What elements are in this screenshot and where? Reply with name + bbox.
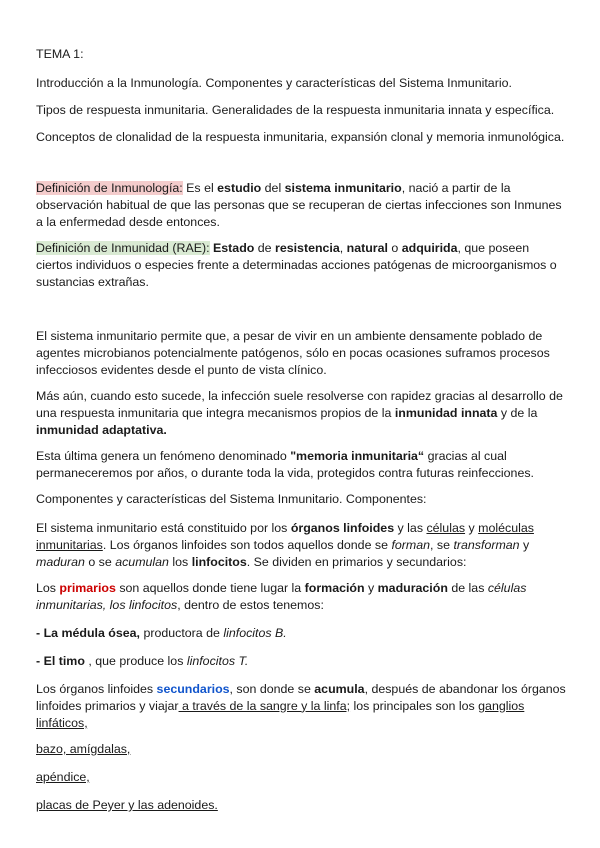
dash: -	[36, 626, 44, 640]
bold-text: inmunidad innata	[394, 405, 498, 420]
bullet-medula-osea	[36, 625, 566, 642]
paragraph-4: Componentes y características del Sistema Inmunitario. Componentes:	[36, 492, 427, 506]
bold-text: "memoria inmunitaria“	[290, 449, 425, 463]
primarios-highlight: primarios	[59, 581, 116, 595]
text: , que poseen ciertos individuos o especies frente a determinadas acciones patógenas de microorganismos o sustancias extrañas.	[36, 241, 557, 289]
tema-heading: TEMA 1:	[36, 47, 84, 61]
list-item	[36, 797, 566, 814]
text: de	[254, 241, 275, 255]
bold-text: maduración	[377, 581, 448, 595]
header-line-3: Conceptos de clonalidad de la respuesta inmunitaria, expansión clonal y memoria inmunológica.	[36, 130, 565, 144]
text: y de la	[497, 405, 538, 420]
definition-inmunidad	[36, 240, 566, 290]
underlined-text: moléculas inmunitarias	[36, 521, 534, 552]
definition-inmunidad-label: Definición de Inmunidad (RAE):	[36, 241, 210, 255]
header-line-1: Introducción a la Inmunología. Componentes y características del Sistema Inmunitario.	[36, 76, 512, 90]
text: y las	[394, 521, 427, 535]
list-item	[36, 769, 566, 786]
text: Más aún, cuando esto sucede, la infección suele resolverse con rapidez gracias al desarrollo de una respuesta inmunitaria que integra mecanismos propios de la	[36, 389, 563, 420]
text: , se	[430, 537, 454, 552]
text: , después de abandonar los órganos linfoides primarios y viajar	[36, 682, 566, 713]
paragraph-5	[36, 520, 566, 570]
text: los principales son los	[350, 698, 479, 713]
text: Esta última genera un fenómeno denominado	[36, 449, 291, 463]
header-line-2: Tipos de respuesta inmunitaria. Generalidades de la respuesta inmunitaria innata y específica.	[36, 103, 555, 117]
bold-text: adquirida	[401, 241, 458, 255]
bold-text: órganos linfoides	[290, 521, 395, 535]
text: . Se dividen en primarios y secundarios:	[246, 554, 467, 569]
italic-text: acumulan	[115, 554, 169, 569]
text: , son donde se	[229, 682, 315, 696]
bold-text: estudio	[217, 181, 262, 195]
definition-inmunologia	[36, 180, 566, 230]
bold-text: acumula	[314, 682, 365, 696]
italic-text: linfocitos B.	[223, 626, 287, 640]
text: y	[519, 537, 530, 552]
text: o se	[84, 554, 116, 569]
paragraph-9	[36, 681, 566, 731]
text: o	[387, 241, 402, 255]
underlined-text: ganglios linfáticos,	[36, 698, 525, 730]
list-item	[36, 741, 566, 758]
bold-text: inmunidad adaptativa.	[36, 422, 167, 437]
secundarios-highlight: secundarios	[156, 682, 230, 696]
dash: -	[36, 654, 44, 668]
underlined-text: células	[426, 521, 466, 535]
definition-inmunologia-label: Definición de Inmunología:	[36, 181, 183, 195]
text: del	[261, 181, 285, 195]
paragraph-2	[36, 388, 566, 438]
paragraph-6	[36, 580, 566, 614]
text: productora de	[140, 626, 224, 640]
bold-text: El timo	[43, 654, 85, 668]
bullet-timo	[36, 653, 566, 670]
text: Los órganos linfoides	[36, 682, 157, 696]
text: ,	[339, 241, 347, 255]
bold-text: resistencia	[275, 241, 340, 255]
text: de las	[447, 581, 488, 595]
text: son aquellos donde tiene lugar la	[115, 581, 305, 595]
list-item-text: bazo, amígdalas,	[36, 742, 131, 756]
paragraph-3	[36, 448, 566, 482]
text: los	[168, 554, 192, 569]
italic-text: células inmunitarias, los linfocitos	[36, 581, 527, 612]
list-item-text: placas de Peyer y las adenoides.	[36, 798, 218, 812]
text: , nació a partir de la observación habitual de que las personas que se recuperan de ciertas infecciones son Inmunes a la enfermedad desde entonces.	[36, 181, 562, 229]
italic-text: transforman	[453, 537, 520, 552]
bold-text: linfocitos	[191, 554, 247, 569]
bold-text: formación	[304, 581, 365, 595]
underlined-text: a través de la sangre y la linfa;	[178, 698, 351, 713]
text: . Los órganos linfoides son todos aquellos donde se	[102, 537, 392, 552]
text: y	[465, 521, 479, 535]
text: Los	[36, 581, 60, 595]
bold-text: sistema inmunitario	[284, 181, 402, 195]
italic-text: linfocitos T.	[186, 654, 249, 668]
list-item-text: apéndice,	[36, 770, 90, 784]
paragraph-1: El sistema inmunitario permite que, a pesar de vivir en un ambiente densamente poblado de agentes microbianos potencialmente patógenos, sólo en pocas ocasiones suframos procesos infecciosos evidentes desde el punto de vista clínico.	[36, 329, 550, 377]
text: gracias al cual permaneceremos por años, o durante toda la vida, protegidos contra futuras reinfecciones.	[36, 449, 534, 480]
text: , que produce los	[84, 654, 187, 668]
bold-text: natural	[346, 241, 388, 255]
italic-text: maduran	[36, 554, 85, 569]
bold-text: La médula ósea,	[43, 626, 140, 640]
text: y	[364, 581, 378, 595]
text: El sistema inmunitario está constituido por los	[36, 521, 291, 535]
bold-text: Estado	[213, 241, 255, 255]
text: , dentro de estos tenemos:	[177, 597, 324, 612]
text: Es el	[182, 181, 218, 195]
italic-text: forman	[391, 537, 431, 552]
